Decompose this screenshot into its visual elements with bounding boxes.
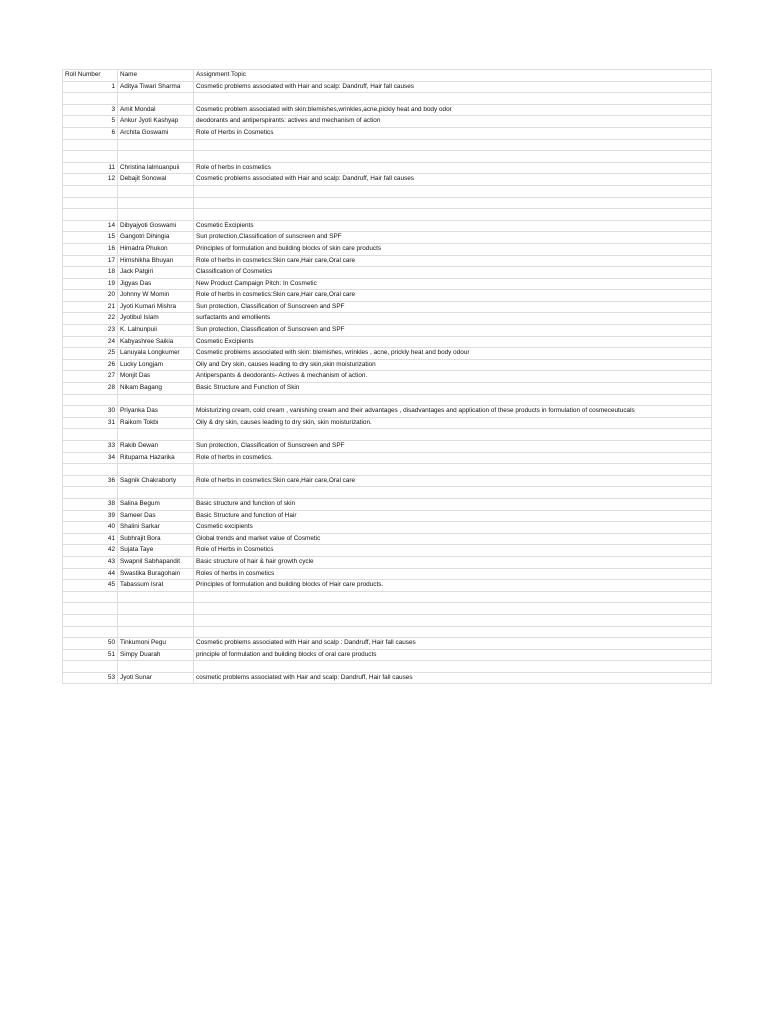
name-cell: Sagnik Chakraborty [118, 475, 194, 487]
table-row [63, 464, 712, 476]
roll-number-cell: 27 [63, 371, 118, 383]
name-cell: Dibyajyoti Goswami [118, 220, 194, 232]
assignment-topic-cell: Cosmetic Excipients [194, 220, 712, 232]
roll-number-cell: 15 [63, 232, 118, 244]
roll-number-cell: 3 [63, 104, 118, 116]
roll-number-cell [63, 626, 118, 638]
assignment-topic-cell: Role of herbs in cosmetics:Skin care,Hair care,Oral care [194, 255, 712, 267]
name-cell [118, 487, 194, 499]
name-cell: Rakib Dewan [118, 441, 194, 453]
table-row [63, 301, 712, 313]
roll-number-cell: 1 [63, 81, 118, 93]
table-row [63, 243, 712, 255]
name-cell: Nikam Bagang [118, 383, 194, 395]
roll-number-cell [63, 591, 118, 603]
roll-number-cell [63, 429, 118, 441]
assignment-topic-cell: cosmetic problems associated with Hair and scalp: Dandruff, Hair fall causes [194, 672, 712, 684]
name-cell: Swapnil Sabhapandit [118, 556, 194, 568]
name-cell: Gangotri Dihingia [118, 232, 194, 244]
assignment-topic-cell: Oily and Dry skin, causes leading to dry skin,skin moisturization [194, 359, 712, 371]
table-row [63, 81, 712, 93]
roll-number-cell [63, 185, 118, 197]
name-cell: Sameer Das [118, 510, 194, 522]
name-cell: Sujata Taye [118, 545, 194, 557]
table-row [63, 290, 712, 302]
table-row [63, 626, 712, 638]
table-row [63, 487, 712, 499]
table-row [63, 638, 712, 650]
assignment-topic-cell: surfactants and emollients [194, 313, 712, 325]
table-row [63, 649, 712, 661]
name-cell: Archita Goswami [118, 127, 194, 139]
table-row [63, 614, 712, 626]
name-cell: Amit Mondal [118, 104, 194, 116]
roll-number-cell: 41 [63, 533, 118, 545]
table-row [63, 336, 712, 348]
table-row [63, 603, 712, 615]
table-row [63, 209, 712, 221]
table-row [63, 127, 712, 139]
table-row [63, 116, 712, 128]
table-row [63, 325, 712, 337]
table-row [63, 672, 712, 684]
assignment-topic-cell: Principles of formulation and building blocks of skin care products [194, 243, 712, 255]
table-row [63, 441, 712, 453]
assignment-topic-cell [194, 487, 712, 499]
name-cell: Debajit Sonowal [118, 174, 194, 186]
table-row [63, 522, 712, 534]
roll-number-cell [63, 151, 118, 163]
roll-number-cell: 19 [63, 278, 118, 290]
name-cell: Tinkumoni Pegu [118, 638, 194, 650]
roll-number-cell: 36 [63, 475, 118, 487]
name-cell: Himadra Phukon [118, 243, 194, 255]
table-row [63, 545, 712, 557]
name-cell: Christina lalmuanpuii [118, 162, 194, 174]
header-assignment-topic: Assignment Topic [194, 70, 712, 82]
assignment-topic-cell [194, 394, 712, 406]
assignment-topic-cell: Moisturizing cream, cold cream , vanishing cream and their advantages , disadvantages and application of these products in formulation of cosmeceutucals [194, 406, 712, 418]
roll-number-cell: 31 [63, 417, 118, 429]
assignment-table-body [63, 70, 712, 684]
table-row [63, 475, 712, 487]
name-cell [118, 185, 194, 197]
assignment-topic-cell [194, 661, 712, 673]
roll-number-cell: 28 [63, 383, 118, 395]
roll-number-cell: 38 [63, 498, 118, 510]
name-cell [118, 429, 194, 441]
name-cell [118, 626, 194, 638]
name-cell: Swastika Buragohain [118, 568, 194, 580]
roll-number-cell [63, 614, 118, 626]
roll-number-cell: 50 [63, 638, 118, 650]
roll-number-cell: 51 [63, 649, 118, 661]
roll-number-cell [63, 603, 118, 615]
table-row [63, 556, 712, 568]
assignment-topic-cell: Global trends and market value of Cosmetic [194, 533, 712, 545]
name-cell: Ankur Jyoti Kashyap [118, 116, 194, 128]
assignment-topic-cell: Sun protection, Classification of Sunscreen and SPF [194, 441, 712, 453]
roll-number-cell: 45 [63, 580, 118, 592]
roll-number-cell: 40 [63, 522, 118, 534]
table-row [63, 197, 712, 209]
name-cell [118, 197, 194, 209]
assignment-topic-cell: deodorants and antiperspirants: actives and mechanism of action [194, 116, 712, 128]
name-cell: Kabyashree Saikia [118, 336, 194, 348]
roll-number-cell [63, 197, 118, 209]
roll-number-cell: 25 [63, 348, 118, 360]
table-row [63, 278, 712, 290]
roll-number-cell [63, 93, 118, 105]
roll-number-cell: 42 [63, 545, 118, 557]
roll-number-cell: 24 [63, 336, 118, 348]
roll-number-cell: 22 [63, 313, 118, 325]
roll-number-cell: 33 [63, 441, 118, 453]
roll-number-cell [63, 464, 118, 476]
roll-number-cell: 18 [63, 267, 118, 279]
table-row [63, 93, 712, 105]
table-row [63, 661, 712, 673]
roll-number-cell: 16 [63, 243, 118, 255]
table-row [63, 452, 712, 464]
assignment-topic-cell: Role of herbs in cosmetics [194, 162, 712, 174]
assignment-topic-cell: Cosmetic Excipients [194, 336, 712, 348]
assignment-topic-cell: Role of Herbs in Cosmetics [194, 127, 712, 139]
assignment-topic-cell [194, 603, 712, 615]
name-cell: Jyoti Kumari Mishra [118, 301, 194, 313]
name-cell: Priyanka Das [118, 406, 194, 418]
roll-number-cell: 53 [63, 672, 118, 684]
assignment-topic-cell: Oily & dry skin, causes leading to dry skin, skin moisturization. [194, 417, 712, 429]
roll-number-cell [63, 394, 118, 406]
assignment-topic-cell [194, 626, 712, 638]
name-cell: Subhrajit Bora [118, 533, 194, 545]
assignment-topic-cell: Role of herbs in cosmetics:Skin care,Hair care,Oral care [194, 475, 712, 487]
table-row [63, 185, 712, 197]
roll-number-cell: 14 [63, 220, 118, 232]
assignment-topic-cell: Sun protection, Classification of Sunscreen and SPF [194, 301, 712, 313]
assignment-topic-cell: principle of formulation and building blocks of oral care products [194, 649, 712, 661]
table-row [63, 417, 712, 429]
table-row [63, 498, 712, 510]
name-cell: Himshikha Bhuyan [118, 255, 194, 267]
roll-number-cell: 17 [63, 255, 118, 267]
table-row [63, 568, 712, 580]
assignment-topic-cell: Cosmetic problems associated with skin: blemishes, wrinkles , acne, prickly heat and body odour [194, 348, 712, 360]
assignment-topic-cell [194, 197, 712, 209]
assignment-topic-cell [194, 429, 712, 441]
assignment-table [62, 69, 712, 684]
table-row [63, 359, 712, 371]
name-cell: Tabassum Israt [118, 580, 194, 592]
name-cell: Jigyas Das [118, 278, 194, 290]
roll-number-cell [63, 209, 118, 221]
roll-number-cell [63, 139, 118, 151]
name-cell: Rituparna Hazarika [118, 452, 194, 464]
assignment-topic-cell: Principles of formulation and building blocks of Hair care products. [194, 580, 712, 592]
name-cell [118, 151, 194, 163]
roll-number-cell: 21 [63, 301, 118, 313]
roll-number-cell: 44 [63, 568, 118, 580]
name-cell [118, 394, 194, 406]
assignment-topic-cell [194, 614, 712, 626]
table-row [63, 151, 712, 163]
assignment-topic-cell: Cosmetic problems associated with Hair and scalp: Dandruff, Hair fall causes [194, 81, 712, 93]
name-cell [118, 591, 194, 603]
table-row [63, 533, 712, 545]
table-row [63, 174, 712, 186]
table-row [63, 162, 712, 174]
table-row [63, 510, 712, 522]
assignment-topic-cell: Basic structure of hair & hair growth cycle [194, 556, 712, 568]
assignment-topic-cell: Sun protection, Classification of Sunscreen and SPF [194, 325, 712, 337]
table-row [63, 255, 712, 267]
table-header-row [63, 70, 712, 82]
table-row [63, 267, 712, 279]
name-cell: Aditya Tiwari Sharma [118, 81, 194, 93]
assignment-topic-cell: Basic structure and function of skin [194, 498, 712, 510]
header-name: Name [118, 70, 194, 82]
assignment-topic-cell [194, 591, 712, 603]
table-row [63, 429, 712, 441]
name-cell: Monjit Das [118, 371, 194, 383]
roll-number-cell [63, 661, 118, 673]
roll-number-cell: 12 [63, 174, 118, 186]
assignment-topic-cell [194, 464, 712, 476]
table-row [63, 220, 712, 232]
roll-number-cell: 23 [63, 325, 118, 337]
name-cell: Jack Patgiri [118, 267, 194, 279]
name-cell: Lucky Longjam [118, 359, 194, 371]
roll-number-cell: 11 [63, 162, 118, 174]
table-row [63, 371, 712, 383]
assignment-topic-cell: Roles of herbs in cosmetics [194, 568, 712, 580]
assignment-topic-cell: Cosmetic problem associated with skin:blemishes,wrinkles,acne,pickly heat and body odor [194, 104, 712, 116]
roll-number-cell: 30 [63, 406, 118, 418]
name-cell: K. Lalnunpuii [118, 325, 194, 337]
name-cell [118, 464, 194, 476]
table-row [63, 580, 712, 592]
roll-number-cell: 26 [63, 359, 118, 371]
assignment-topic-cell: Role of herbs in cosmetics:Skin care,Hair care,Oral care [194, 290, 712, 302]
assignment-topic-cell [194, 185, 712, 197]
name-cell: Johnny W Momin [118, 290, 194, 302]
table-row [63, 383, 712, 395]
roll-number-cell: 34 [63, 452, 118, 464]
table-row [63, 104, 712, 116]
name-cell: Raikom Tokbi [118, 417, 194, 429]
name-cell [118, 139, 194, 151]
assignment-topic-cell: Cosmetic problems associated with Hair and scalp : Dandruff, Hair fall causes [194, 638, 712, 650]
name-cell: Shalini Sarkar [118, 522, 194, 534]
assignment-topic-cell [194, 209, 712, 221]
table-row [63, 394, 712, 406]
assignment-topic-cell: Basic Structure and Function of Skin [194, 383, 712, 395]
roll-number-cell: 20 [63, 290, 118, 302]
table-row [63, 139, 712, 151]
table-row [63, 591, 712, 603]
name-cell: Salina Begum [118, 498, 194, 510]
name-cell [118, 93, 194, 105]
table-row [63, 232, 712, 244]
table-row [63, 313, 712, 325]
assignment-topic-cell [194, 93, 712, 105]
table-row [63, 406, 712, 418]
header-roll-number: Roll Number [63, 70, 118, 82]
name-cell [118, 614, 194, 626]
assignment-topic-cell: Basic Structure and function of Hair [194, 510, 712, 522]
roll-number-cell: 43 [63, 556, 118, 568]
assignment-topic-cell: Classification of Cosmetics [194, 267, 712, 279]
name-cell [118, 603, 194, 615]
assignment-topic-cell: Sun protection,Classification of sunscreen and SPF [194, 232, 712, 244]
assignment-topic-cell [194, 139, 712, 151]
name-cell: Simpy Duarah [118, 649, 194, 661]
assignment-topic-cell: Role of herbs in cosmetics. [194, 452, 712, 464]
roll-number-cell [63, 487, 118, 499]
assignment-topic-cell: New Product Campaign Pitch: In Cosmetic [194, 278, 712, 290]
roll-number-cell: 39 [63, 510, 118, 522]
name-cell: Lanuyala Longkumer [118, 348, 194, 360]
assignment-topic-cell: Antiperspants & deodorants- Actives & mechanism of action. [194, 371, 712, 383]
name-cell [118, 209, 194, 221]
assignment-topic-cell: Cosmetic excipients [194, 522, 712, 534]
roll-number-cell: 6 [63, 127, 118, 139]
name-cell: Jyoti Sunar [118, 672, 194, 684]
name-cell [118, 661, 194, 673]
assignment-topic-cell: Role of Herbs in Cosmetics [194, 545, 712, 557]
roll-number-cell: 5 [63, 116, 118, 128]
name-cell: Jyotibul Islam [118, 313, 194, 325]
table-row [63, 348, 712, 360]
assignment-topic-cell: Cosmetic problems associated with Hair and scalp: Dandruff, Hair fall causes [194, 174, 712, 186]
assignment-topic-cell [194, 151, 712, 163]
